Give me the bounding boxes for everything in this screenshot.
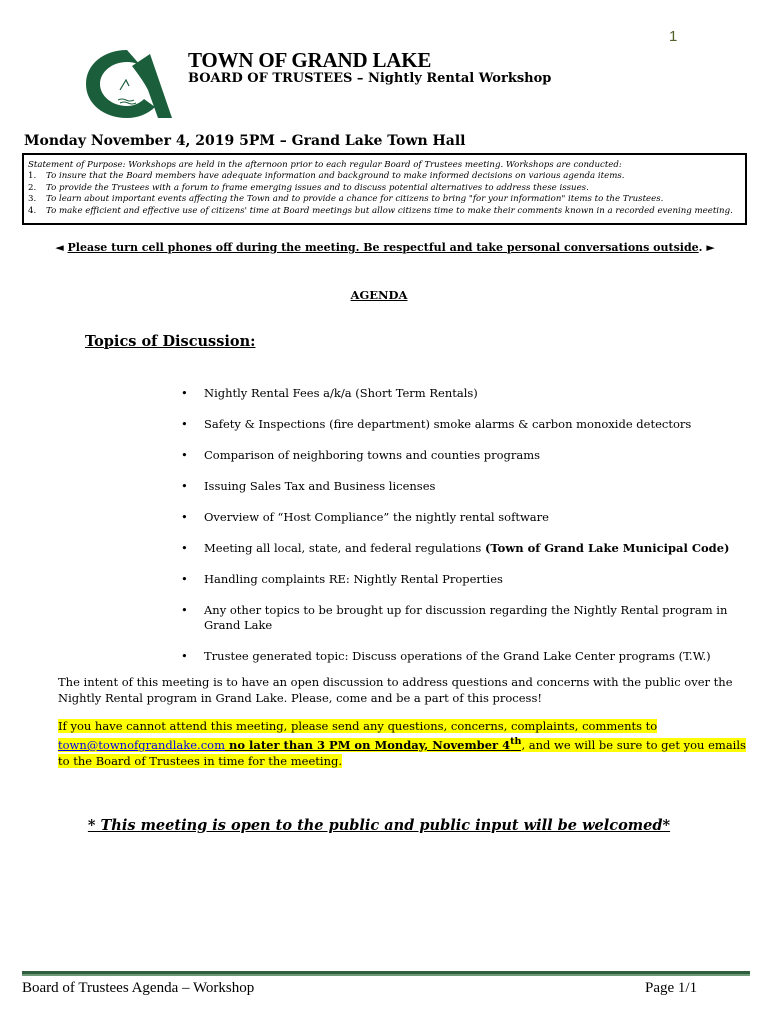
footer-page-count: Page 1/1 [645, 980, 698, 996]
topic-item [178, 417, 738, 432]
topic-item [178, 541, 738, 556]
footer-title: Board of Trustees Agenda – Workshop [22, 980, 255, 996]
bullet-icon: • [181, 479, 188, 493]
contact-deadline [225, 738, 521, 752]
contact-instructions [58, 718, 748, 769]
statement-of-purpose-box [22, 153, 747, 225]
purpose-item [28, 206, 741, 217]
purpose-item [28, 194, 741, 205]
topic-item [178, 479, 738, 494]
left-arrow-icon: ◄ [55, 241, 64, 254]
page-number: 1 [669, 28, 678, 45]
bullet-icon: • [181, 386, 188, 400]
topic-text: Meeting all local, state, and federal regulations [204, 541, 485, 555]
bullet-icon: • [181, 448, 188, 462]
contact-deadline-sup: th [510, 736, 522, 747]
town-logo [80, 44, 175, 122]
contact-lead: If you have cannot attend this meeting, please send any questions, concerns, complaints, comments to [58, 719, 658, 733]
topic-text: Safety & Inspections (fire department) smoke alarms & carbon monoxide detectors [204, 417, 692, 431]
purpose-intro: Statement of Purpose: Workshops are held in the afternoon prior to each regular Board of Trustees meeting. Workshops are conducted: [28, 160, 622, 170]
purpose-item-number: 3. [28, 194, 37, 205]
open-to-public-notice: * This meeting is open to the public and public input will be welcomed* [87, 817, 671, 834]
purpose-item-number: 1. [28, 171, 37, 182]
phone-notice-text: Please turn cell phones off during the meeting. Be respectful and take personal conversations outside [67, 241, 699, 254]
contact-deadline-text: no later than 3 PM on Monday, November 4 [225, 737, 511, 752]
contact-tail: , and we will be sure to get you emails to the Board of Trustees in time for the meeting. [58, 737, 746, 768]
bullet-icon: • [181, 572, 188, 586]
topic-text: Issuing Sales Tax and Business licenses [204, 479, 436, 493]
topic-item [178, 649, 738, 664]
phone-notice [0, 241, 770, 254]
topic-text: Overview of “Host Compliance” the nightly rental software [204, 510, 549, 524]
bullet-icon: • [181, 541, 188, 555]
topics-list [178, 386, 738, 664]
topic-text: Comparison of neighboring towns and counties programs [204, 448, 541, 462]
topic-bold: (Town of Grand Lake Municipal Code) [484, 541, 730, 555]
topic-text: Any other topics to be brought up for discussion regarding the Nightly Rental program in Grand Lake [204, 603, 728, 632]
purpose-item-text: To provide the Trustees with a forum to frame emerging issues and to discuss potential alternatives to address these issues. [46, 182, 589, 193]
purpose-item-number: 4. [28, 205, 37, 216]
town-title: TOWN OF GRAND LAKE [188, 48, 432, 72]
topic-item [178, 448, 738, 463]
bullet-icon: • [181, 510, 188, 524]
purpose-item-number: 2. [28, 182, 37, 193]
purpose-item-text: To learn about important events affecting the Town and to provide a chance for citizens to bring "for your information" items to the Trustees. [46, 194, 664, 205]
bullet-icon: • [181, 417, 188, 431]
topics-heading: Topics of Discussion: [85, 333, 256, 350]
topic-text: Trustee generated topic: Discuss operations of the Grand Lake Center programs (T.W.) [204, 649, 711, 663]
board-subtitle: BOARD OF TRUSTEES – Nightly Rental Workshop [188, 71, 552, 86]
topic-item [178, 510, 738, 525]
purpose-item [28, 183, 741, 194]
bullet-icon: • [181, 603, 188, 617]
meeting-intent: The intent of this meeting is to have an open discussion to address questions and concerns with the public over the Nightly Rental program in Grand Lake. Please, come and be a part of this process! [58, 675, 733, 705]
agenda-title: AGENDA [350, 288, 408, 302]
footer-divider [22, 971, 750, 976]
purpose-item-text: To insure that the Board members have adequate information and background to make informed decisions on various agenda items. [46, 171, 625, 182]
purpose-item-text: To make efficient and effective use of citizens' time at Board meetings but allow citizens time to make their comments known in a recorded evening meeting. [46, 205, 733, 216]
bullet-icon: • [181, 649, 188, 663]
email-link[interactable]: town@townofgrandlake.com [58, 737, 225, 752]
topic-item [178, 386, 738, 401]
topic-item [178, 603, 738, 633]
right-arrow-icon: . ► [698, 241, 715, 254]
topic-text: Nightly Rental Fees a/k/a (Short Term Rentals) [204, 386, 478, 400]
topic-text: Handling complaints RE: Nightly Rental Properties [204, 572, 503, 586]
topic-item [178, 572, 738, 587]
purpose-item [28, 171, 741, 182]
meeting-date: Monday November 4, 2019 5PM – Grand Lake Town Hall [24, 133, 466, 149]
